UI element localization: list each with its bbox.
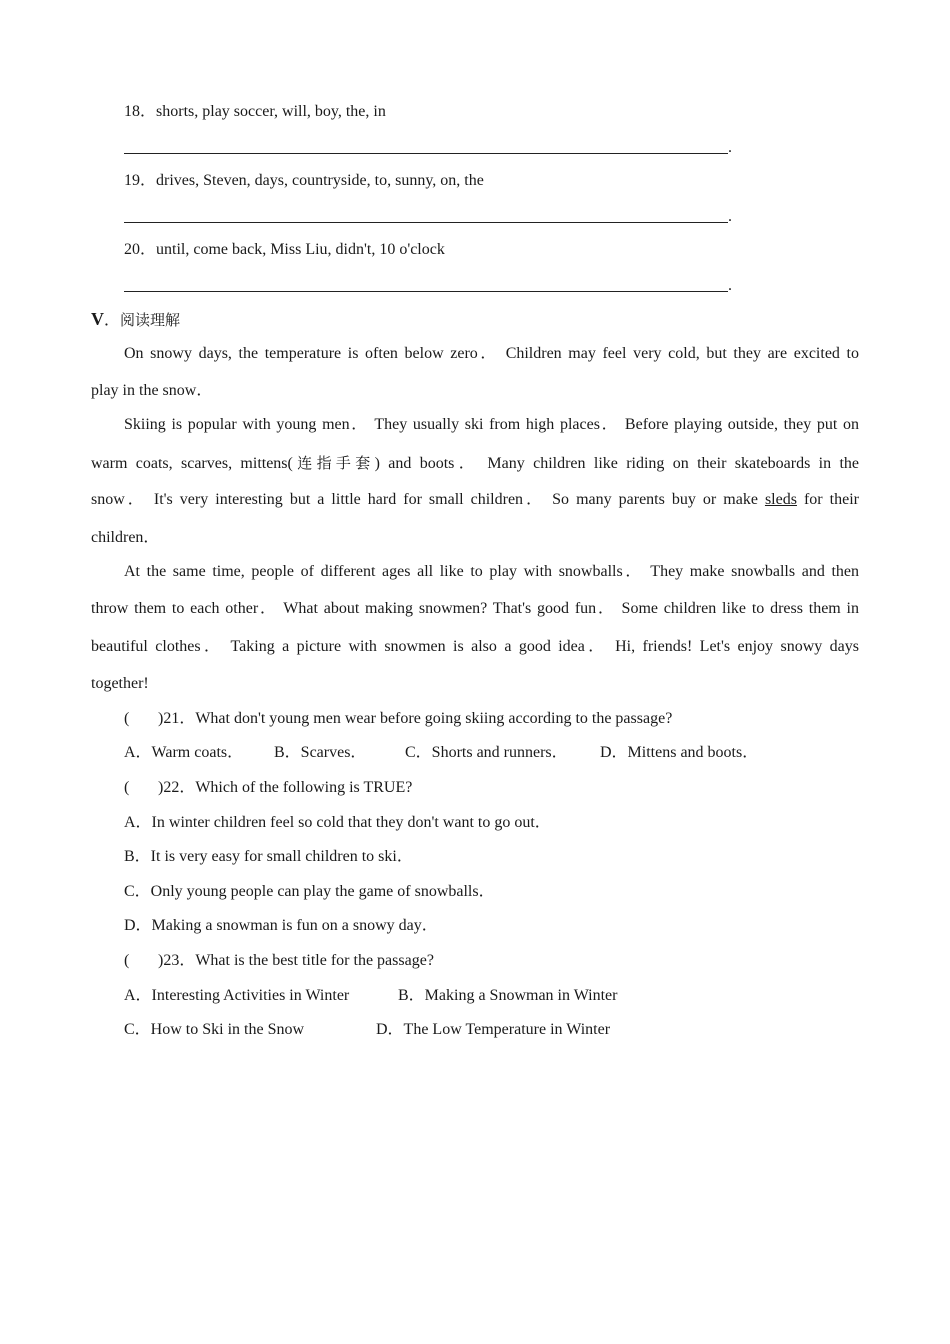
item-18 (124, 102, 386, 122)
answer-line-18[interactable] (124, 153, 728, 154)
answer-period: . (728, 277, 732, 294)
question-22 (124, 778, 412, 798)
passage-text: warm coats, scarves, mittens( (91, 455, 293, 472)
item-number: 19． (124, 172, 157, 189)
option-23-c: C．How to Ski in the Snow (124, 1021, 305, 1038)
option-21-b: B．Scarves． (274, 744, 367, 761)
answer-period: . (728, 208, 732, 225)
question-stem: 21．What don't young men wear before going skiing according to the passage? (163, 710, 673, 727)
option-22-a: A．In winter children feel so cold that they don't want to go out． (124, 814, 551, 831)
item-number: 18． (124, 103, 157, 120)
option-21-d: D．Mittens and boots． (600, 744, 759, 761)
item-words: shorts, play soccer, will, boy, the, in (156, 103, 386, 120)
answer-blank[interactable]: ( (124, 952, 130, 969)
item-20 (124, 240, 445, 260)
answer-line-19[interactable] (124, 222, 728, 223)
passage-line: On snowy days, the temperature is often below zero． Children may feel very cold, but they are excited to (124, 345, 859, 362)
passage-text: ) and boots． Many children like riding on their skateboards in the (374, 455, 859, 472)
paren-close: ) (158, 952, 164, 969)
answer-period: . (728, 139, 732, 156)
item-19 (124, 171, 484, 191)
passage-text: snow． It's very interesting but a little hard for small children． So many parents buy or make (91, 491, 758, 508)
underlined-word: sleds (764, 491, 797, 508)
answer-line-20[interactable] (124, 291, 728, 292)
option-21-c: C．Shorts and runners． (405, 744, 568, 761)
option-22-d: D．Making a snowman is fun on a snowy day． (124, 917, 438, 934)
option-23-d: D．The Low Temperature in Winter (376, 1021, 611, 1038)
section-separator: ． (104, 312, 121, 329)
passage-line: play in the snow． (91, 382, 213, 399)
option-22-c: C．Only young people can play the game of snowballs． (124, 883, 495, 900)
option-23-a: A．Interesting Activities in Winter (124, 987, 350, 1004)
question-stem: 23．What is the best title for the passage? (163, 952, 434, 969)
section-title: 阅读理解 (120, 311, 181, 329)
item-number: 20． (124, 241, 157, 258)
option-22-b: B．It is very easy for small children to ski． (124, 848, 413, 865)
question-stem: 22．Which of the following is TRUE? (163, 779, 413, 796)
option-21-a: A．Warm coats． (124, 744, 244, 761)
item-words: until, come back, Miss Liu, didn't, 10 o'clock (156, 241, 445, 258)
question-23 (124, 951, 434, 971)
section-heading (91, 309, 180, 331)
passage-line: together! (91, 675, 149, 692)
passage-line (91, 490, 859, 510)
section-numeral: V (91, 309, 104, 329)
passage-line: Skiing is popular with young men． They usually ski from high places． Before playing outside, they put on (124, 416, 859, 433)
passage-line: beautiful clothes． Taking a picture with snowmen is also a good idea． Hi, friends! Let's enjoy snowy days (91, 638, 859, 655)
answer-blank[interactable]: ( (124, 710, 130, 727)
passage-line (91, 453, 859, 474)
passage-line: throw them to each other． What about making snowmen? That's good fun． Some children like to dress them in (91, 600, 859, 617)
passage-line: At the same time, people of different ages all like to play with snowballs． They make snowballs and then (124, 563, 860, 580)
answer-blank[interactable]: ( (124, 779, 130, 796)
paren-close: ) (158, 779, 164, 796)
question-21 (124, 709, 672, 729)
paren-close: ) (158, 710, 164, 727)
option-23-b: B．Making a Snowman in Winter (398, 987, 618, 1004)
passage-chinese-gloss: 连指手套 (292, 454, 375, 472)
passage-line: children． (91, 529, 160, 546)
passage-text: for their (796, 491, 859, 508)
item-words: drives, Steven, days, countryside, to, sunny, on, the (156, 172, 484, 189)
